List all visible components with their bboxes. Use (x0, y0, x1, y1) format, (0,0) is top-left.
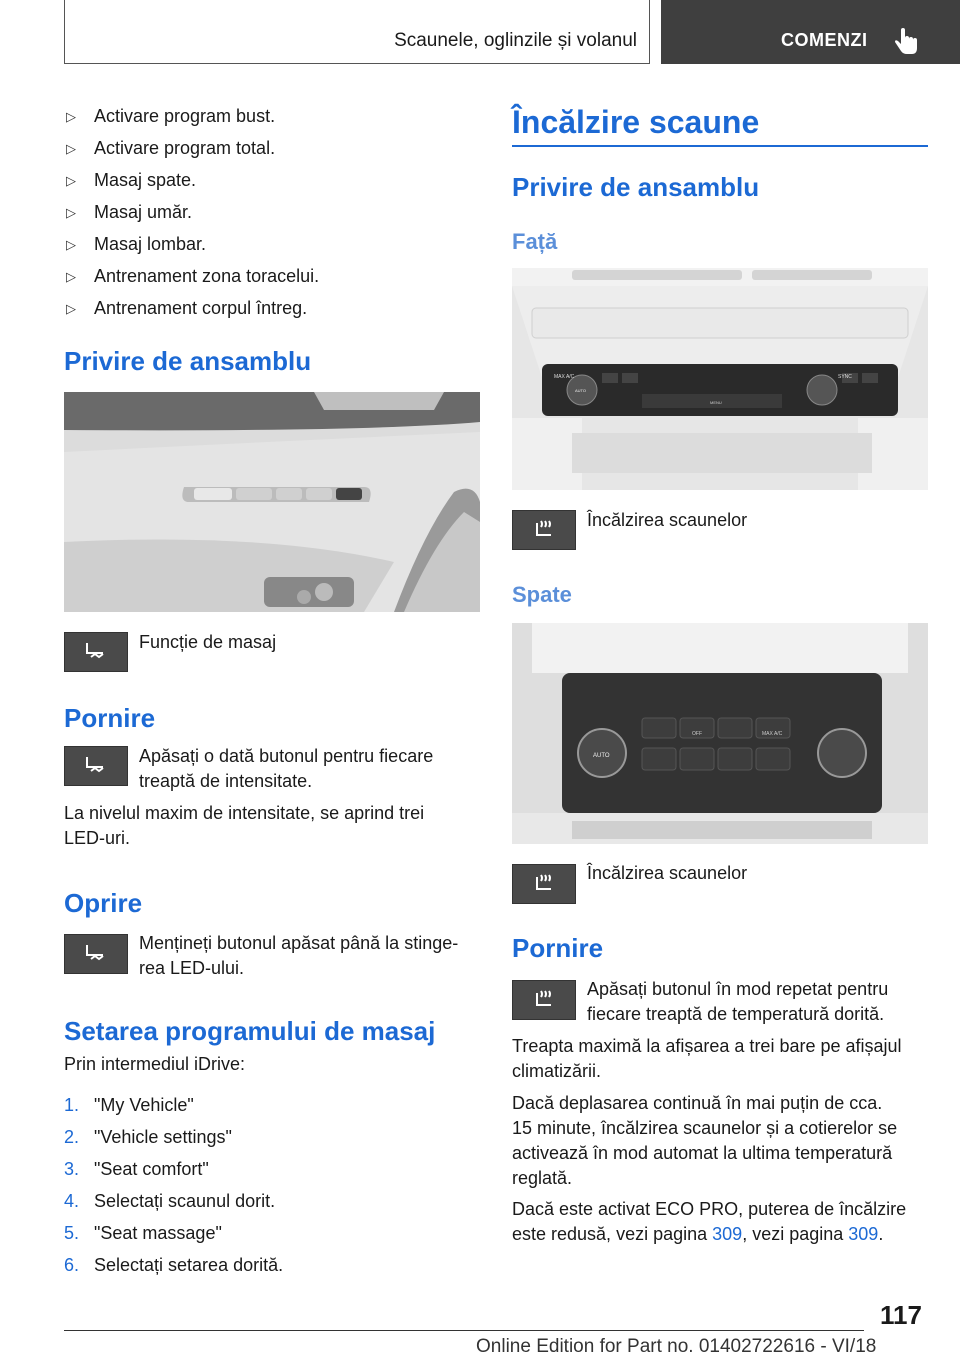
seat-heating-icon (513, 865, 575, 903)
massage-button-image (64, 632, 128, 672)
step-number: 3. (64, 1159, 80, 1179)
step-text: "My Vehicle" (94, 1095, 194, 1115)
step-number: 5. (64, 1223, 80, 1243)
seat-massage-icon (65, 633, 127, 671)
step-text: "Vehicle settings" (94, 1127, 232, 1147)
footer-rule (64, 1330, 864, 1331)
bullet-icon: ▷ (66, 205, 76, 220)
start-text (139, 744, 433, 794)
text-line: climatizării. (512, 1061, 602, 1081)
subheading-front: Față (512, 229, 558, 254)
step-text: "Seat massage" (94, 1223, 222, 1243)
header-chapter-box[interactable] (661, 0, 960, 64)
text-line: fiecare treaptă de temperatură dorită. (587, 1004, 885, 1024)
section-heading-program: Setarea programului de masaj (64, 1016, 436, 1046)
text-line: Mențineți butonul apăsat până la stinge- (139, 933, 459, 953)
header-chapter-label: COMENZI (781, 30, 868, 50)
stop-text (139, 931, 458, 981)
text-fragment: , vezi pagina (742, 1224, 849, 1244)
idrive-intro: Prin intermediul iDrive: (64, 1054, 246, 1074)
title-rule (512, 145, 928, 147)
section-heading-overview: Privire de ansamblu (64, 346, 312, 376)
eco-pro-text (512, 1197, 906, 1247)
seat-heating-button-image (512, 980, 576, 1020)
front-heating-caption: Încălzirea scaunelor (587, 510, 748, 530)
text-line (512, 1222, 906, 1247)
massage-button-image (64, 934, 128, 974)
text-line: Dacă deplasarea continuă în mai puțin de cca. (512, 1093, 883, 1113)
list-item: Masaj umăr. (94, 202, 193, 222)
seat-massage-icon (65, 935, 127, 973)
rear-auto-label: AUTO (593, 753, 610, 759)
list-item: Activare program bust. (94, 106, 276, 126)
auto-activation-text (512, 1091, 897, 1191)
section-heading-start: Pornire (64, 703, 156, 733)
list-item: Masaj lombar. (94, 234, 207, 254)
page-title: Încălzire scaune (512, 104, 760, 140)
page-number: 117 (880, 1300, 922, 1330)
text-line: Dacă este activat ECO PRO, puterea de încălzire (512, 1199, 907, 1219)
max-intensity-text (64, 801, 424, 851)
massage-caption: Funcție de masaj (139, 632, 277, 652)
seat-heating-icon (513, 511, 575, 549)
text-line: treaptă de intensitate. (139, 771, 313, 791)
max-level-text (512, 1034, 902, 1084)
text-line: Apăsați butonul în mod repetat pentru (587, 979, 889, 999)
step-text: Selectați setarea dorită. (94, 1255, 284, 1275)
heating-start-text (587, 977, 888, 1027)
bullet-icon: ▷ (66, 301, 76, 316)
page-link[interactable]: 309 (848, 1224, 879, 1244)
front-climate-panel-photo (512, 268, 928, 490)
footer-edition: Online Edition for Part no. 01402722616 - VI/18 (476, 1336, 877, 1357)
section-heading-overview-right: Privire de ansamblu (512, 172, 760, 202)
list-item: Activare program total. (94, 138, 276, 158)
section-heading-stop: Oprire (64, 888, 143, 918)
sync-label: SYNC (838, 374, 852, 380)
bullet-icon: ▷ (66, 173, 76, 188)
menu-label: MENU (710, 400, 722, 405)
subheading-rear: Spate (512, 582, 572, 607)
list-item: Antrenament corpul întreg. (94, 298, 308, 318)
text-line: La nivelul maxim de intensitate, se aprind trei (64, 803, 425, 823)
page-link[interactable]: 309 (712, 1224, 743, 1244)
bullet-icon: ▷ (66, 269, 76, 284)
step-number: 4. (64, 1191, 80, 1211)
list-item: Masaj spate. (94, 170, 197, 190)
bullet-icon: ▷ (66, 237, 76, 252)
text-line: reglată. (512, 1168, 573, 1188)
step-text: "Seat comfort" (94, 1159, 209, 1179)
pointing-hand-icon (894, 26, 920, 56)
step-text: Selectați scaunul dorit. (94, 1191, 276, 1211)
door-panel-photo (64, 392, 480, 612)
rear-climate-panel-photo (512, 623, 928, 844)
rear-max-ac-label: MAX A/C (762, 731, 783, 737)
section-heading-start-right: Pornire (512, 933, 604, 963)
massage-button-image (64, 746, 128, 786)
seat-massage-icon (65, 747, 127, 785)
text-line: LED-uri. (64, 828, 131, 848)
rear-off-label: OFF (692, 731, 702, 737)
bullet-icon: ▷ (66, 109, 76, 124)
list-item: Antrenament zona toracelui. (94, 266, 320, 286)
text-line: rea LED-ului. (139, 958, 245, 978)
text-line: Apăsați o dată butonul pentru fiecare (139, 746, 434, 766)
max-ac-label: MAX A/C (554, 374, 575, 380)
seat-heating-button-image (512, 510, 576, 550)
text-line: 15 minute, încălzirea scaunelor și a cotierelor se (512, 1118, 898, 1138)
seat-heating-button-image (512, 864, 576, 904)
text-fragment: este redusă, vezi pagina (512, 1224, 713, 1244)
step-number: 2. (64, 1127, 80, 1147)
text-fragment: . (878, 1224, 884, 1244)
header-section-box (64, 0, 650, 64)
seat-heating-icon (513, 981, 575, 1019)
header-section-title: Scaunele, oglinzile și volanul (394, 30, 637, 51)
text-line: activează în mod automat la ultima temperatură (512, 1143, 893, 1163)
step-number: 6. (64, 1255, 80, 1275)
bullet-icon: ▷ (66, 141, 76, 156)
text-line: Treapta maximă la afișarea a trei bare pe afișajul (512, 1036, 902, 1056)
step-number: 1. (64, 1095, 80, 1115)
rear-heating-caption: Încălzirea scaunelor (587, 863, 748, 883)
front-auto-label: AUTO (575, 388, 587, 393)
